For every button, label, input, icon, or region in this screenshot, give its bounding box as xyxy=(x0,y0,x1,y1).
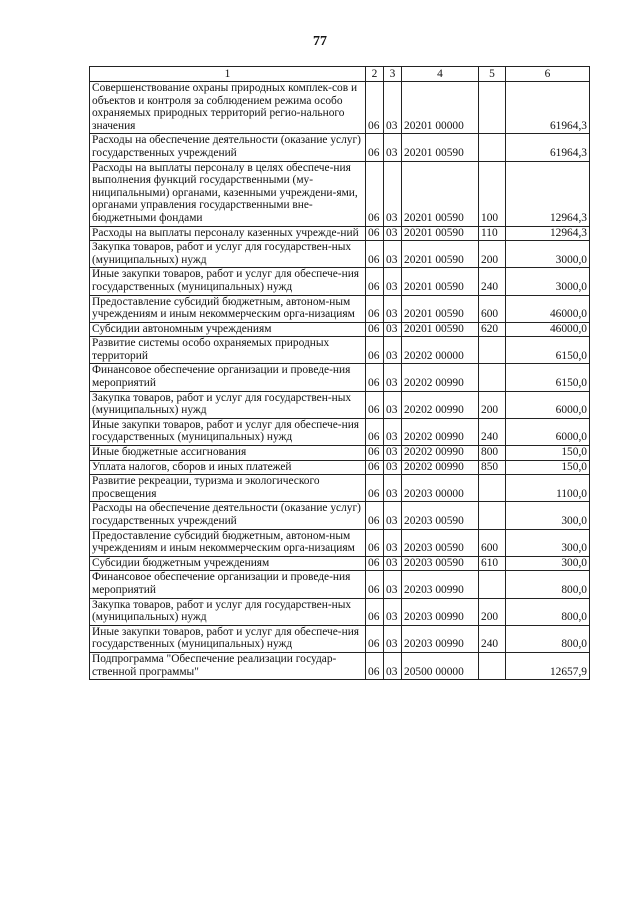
cell-section: 06 xyxy=(366,446,384,461)
cell-section: 06 xyxy=(366,268,384,295)
cell-amount: 61964,3 xyxy=(506,134,590,161)
cell-expense-type xyxy=(479,571,506,598)
cell-section: 06 xyxy=(366,322,384,337)
cell-section: 06 xyxy=(366,475,384,502)
cell-name: Закупка товаров, работ и услуг для государствен-ных (муниципальных) нужд xyxy=(90,391,366,418)
header-col-5: 5 xyxy=(479,67,506,82)
cell-target-item: 20202 00990 xyxy=(402,446,479,461)
cell-name: Иные бюджетные ассигнования xyxy=(90,446,366,461)
cell-section: 06 xyxy=(366,134,384,161)
cell-target-item: 20201 00590 xyxy=(402,322,479,337)
table-row xyxy=(90,529,590,556)
cell-amount: 6000,0 xyxy=(506,418,590,445)
cell-target-item: 20203 00990 xyxy=(402,598,479,625)
table-row xyxy=(90,460,590,475)
cell-subsection: 03 xyxy=(384,364,402,391)
cell-target-item: 20202 00990 xyxy=(402,364,479,391)
cell-name: Иные закупки товаров, работ и услуг для обеспече-ния государственных (муниципальных) нужд xyxy=(90,268,366,295)
cell-subsection: 03 xyxy=(384,446,402,461)
table-row xyxy=(90,556,590,571)
cell-name: Предоставление субсидий бюджетным, автоном-ным учреждениям и иным некоммерческим орга-низациям xyxy=(90,295,366,322)
cell-section: 06 xyxy=(366,241,384,268)
cell-subsection: 03 xyxy=(384,241,402,268)
cell-target-item: 20201 00590 xyxy=(402,134,479,161)
cell-name: Развитие рекреации, туризма и экологического просвещения xyxy=(90,475,366,502)
cell-name: Предоставление субсидий бюджетным, автоном-ным учреждениям и иным некоммерческим орга-низациям xyxy=(90,529,366,556)
cell-expense-type: 850 xyxy=(479,460,506,475)
cell-expense-type: 200 xyxy=(479,598,506,625)
cell-target-item: 20202 00990 xyxy=(402,460,479,475)
cell-amount: 3000,0 xyxy=(506,241,590,268)
cell-section: 06 xyxy=(366,226,384,241)
cell-amount: 300,0 xyxy=(506,529,590,556)
table-row xyxy=(90,241,590,268)
cell-target-item: 20201 00590 xyxy=(402,295,479,322)
cell-expense-type xyxy=(479,475,506,502)
table-row xyxy=(90,364,590,391)
cell-name: Иные закупки товаров, работ и услуг для обеспече-ния государственных (муниципальных) нужд xyxy=(90,625,366,652)
table-row xyxy=(90,322,590,337)
table-row xyxy=(90,446,590,461)
cell-target-item: 20202 00990 xyxy=(402,391,479,418)
cell-section: 06 xyxy=(366,529,384,556)
cell-subsection: 03 xyxy=(384,82,402,134)
cell-section: 06 xyxy=(366,625,384,652)
cell-section: 06 xyxy=(366,82,384,134)
cell-target-item: 20201 00000 xyxy=(402,82,479,134)
table-row xyxy=(90,226,590,241)
header-row xyxy=(90,67,590,82)
cell-section: 06 xyxy=(366,391,384,418)
cell-expense-type: 600 xyxy=(479,529,506,556)
cell-subsection: 03 xyxy=(384,556,402,571)
cell-amount: 6150,0 xyxy=(506,337,590,364)
cell-name: Развитие системы особо охраняемых природных территорий xyxy=(90,337,366,364)
page-number: 77 xyxy=(313,34,327,49)
cell-name: Финансовое обеспечение организации и проведе-ния мероприятий xyxy=(90,364,366,391)
cell-section: 06 xyxy=(366,556,384,571)
table-row xyxy=(90,82,590,134)
table-row xyxy=(90,161,590,226)
table-header xyxy=(90,67,590,82)
header-col-6: 6 xyxy=(506,67,590,82)
cell-target-item: 20203 00590 xyxy=(402,556,479,571)
cell-name: Расходы на обеспечение деятельности (оказание услуг) государственных учреждений xyxy=(90,502,366,529)
cell-amount: 300,0 xyxy=(506,556,590,571)
cell-subsection: 03 xyxy=(384,460,402,475)
cell-subsection: 03 xyxy=(384,652,402,679)
cell-name: Иные закупки товаров, работ и услуг для обеспече-ния государственных (муниципальных) нужд xyxy=(90,418,366,445)
cell-section: 06 xyxy=(366,460,384,475)
cell-amount: 12657,9 xyxy=(506,652,590,679)
cell-subsection: 03 xyxy=(384,502,402,529)
table-row xyxy=(90,625,590,652)
cell-expense-type xyxy=(479,364,506,391)
table-row xyxy=(90,598,590,625)
cell-target-item: 20201 00590 xyxy=(402,268,479,295)
cell-amount: 800,0 xyxy=(506,571,590,598)
cell-name: Субсидии автономным учреждениям xyxy=(90,322,366,337)
cell-name: Совершенствование охраны природных комплек-сов и объектов и контроля за соблюдением режима особо охраняемых природных территорий регио-нального значения xyxy=(90,82,366,134)
cell-subsection: 03 xyxy=(384,161,402,226)
cell-subsection: 03 xyxy=(384,391,402,418)
table-body xyxy=(90,82,590,680)
cell-subsection: 03 xyxy=(384,134,402,161)
budget-table xyxy=(89,66,590,680)
cell-amount: 1100,0 xyxy=(506,475,590,502)
cell-subsection: 03 xyxy=(384,337,402,364)
table-row xyxy=(90,295,590,322)
table-row xyxy=(90,652,590,679)
table-row xyxy=(90,337,590,364)
cell-target-item: 20201 00590 xyxy=(402,161,479,226)
cell-section: 06 xyxy=(366,598,384,625)
cell-amount: 46000,0 xyxy=(506,295,590,322)
cell-amount: 61964,3 xyxy=(506,82,590,134)
cell-amount: 800,0 xyxy=(506,625,590,652)
cell-section: 06 xyxy=(366,571,384,598)
cell-expense-type xyxy=(479,134,506,161)
cell-expense-type: 610 xyxy=(479,556,506,571)
cell-name: Подпрограмма "Обеспечение реализации государ-ственной программы" xyxy=(90,652,366,679)
cell-expense-type: 200 xyxy=(479,241,506,268)
cell-subsection: 03 xyxy=(384,475,402,502)
cell-subsection: 03 xyxy=(384,322,402,337)
cell-amount: 150,0 xyxy=(506,460,590,475)
cell-name: Расходы на выплаты персоналу казенных учрежде-ний xyxy=(90,226,366,241)
cell-subsection: 03 xyxy=(384,571,402,598)
cell-section: 06 xyxy=(366,364,384,391)
table-row xyxy=(90,268,590,295)
cell-amount: 3000,0 xyxy=(506,268,590,295)
header-col-2: 2 xyxy=(366,67,384,82)
cell-subsection: 03 xyxy=(384,226,402,241)
cell-name: Субсидии бюджетным учреждениям xyxy=(90,556,366,571)
cell-expense-type xyxy=(479,82,506,134)
cell-expense-type: 100 xyxy=(479,161,506,226)
cell-expense-type: 110 xyxy=(479,226,506,241)
cell-subsection: 03 xyxy=(384,268,402,295)
cell-name: Расходы на выплаты персоналу в целях обеспече-ния выполнения функций государственными (му-ниципальными) органами, казенными учреждени-ями, органами управления государственными вне-бюджетными фондами xyxy=(90,161,366,226)
cell-subsection: 03 xyxy=(384,418,402,445)
cell-expense-type: 800 xyxy=(479,446,506,461)
cell-target-item: 20201 00590 xyxy=(402,226,479,241)
cell-expense-type: 620 xyxy=(479,322,506,337)
table-row xyxy=(90,418,590,445)
table-row xyxy=(90,502,590,529)
cell-target-item: 20203 00590 xyxy=(402,502,479,529)
cell-section: 06 xyxy=(366,502,384,529)
cell-section: 06 xyxy=(366,337,384,364)
cell-amount: 800,0 xyxy=(506,598,590,625)
cell-subsection: 03 xyxy=(384,529,402,556)
cell-subsection: 03 xyxy=(384,295,402,322)
cell-expense-type xyxy=(479,652,506,679)
cell-amount: 12964,3 xyxy=(506,161,590,226)
cell-target-item: 20203 00990 xyxy=(402,625,479,652)
cell-name: Закупка товаров, работ и услуг для государствен-ных (муниципальных) нужд xyxy=(90,598,366,625)
cell-amount: 12964,3 xyxy=(506,226,590,241)
header-col-1: 1 xyxy=(90,67,366,82)
cell-amount: 300,0 xyxy=(506,502,590,529)
cell-amount: 6000,0 xyxy=(506,391,590,418)
cell-section: 06 xyxy=(366,161,384,226)
table-row xyxy=(90,134,590,161)
cell-expense-type: 600 xyxy=(479,295,506,322)
cell-expense-type: 200 xyxy=(479,391,506,418)
cell-section: 06 xyxy=(366,418,384,445)
cell-name: Расходы на обеспечение деятельности (оказание услуг) государственных учреждений xyxy=(90,134,366,161)
table-row xyxy=(90,571,590,598)
cell-amount: 46000,0 xyxy=(506,322,590,337)
cell-section: 06 xyxy=(366,295,384,322)
cell-target-item: 20201 00590 xyxy=(402,241,479,268)
cell-amount: 150,0 xyxy=(506,446,590,461)
cell-target-item: 20202 00000 xyxy=(402,337,479,364)
cell-name: Финансовое обеспечение организации и проведе-ния мероприятий xyxy=(90,571,366,598)
cell-expense-type: 240 xyxy=(479,268,506,295)
cell-name: Уплата налогов, сборов и иных платежей xyxy=(90,460,366,475)
cell-target-item: 20203 00990 xyxy=(402,571,479,598)
cell-amount: 6150,0 xyxy=(506,364,590,391)
cell-expense-type xyxy=(479,337,506,364)
cell-section: 06 xyxy=(366,652,384,679)
cell-subsection: 03 xyxy=(384,598,402,625)
cell-target-item: 20500 00000 xyxy=(402,652,479,679)
header-col-3: 3 xyxy=(384,67,402,82)
cell-expense-type: 240 xyxy=(479,625,506,652)
cell-name: Закупка товаров, работ и услуг для государствен-ных (муниципальных) нужд xyxy=(90,241,366,268)
table-row xyxy=(90,475,590,502)
header-col-4: 4 xyxy=(402,67,479,82)
cell-target-item: 20203 00000 xyxy=(402,475,479,502)
cell-target-item: 20202 00990 xyxy=(402,418,479,445)
cell-expense-type: 240 xyxy=(479,418,506,445)
table-row xyxy=(90,391,590,418)
cell-subsection: 03 xyxy=(384,625,402,652)
cell-target-item: 20203 00590 xyxy=(402,529,479,556)
cell-expense-type xyxy=(479,502,506,529)
